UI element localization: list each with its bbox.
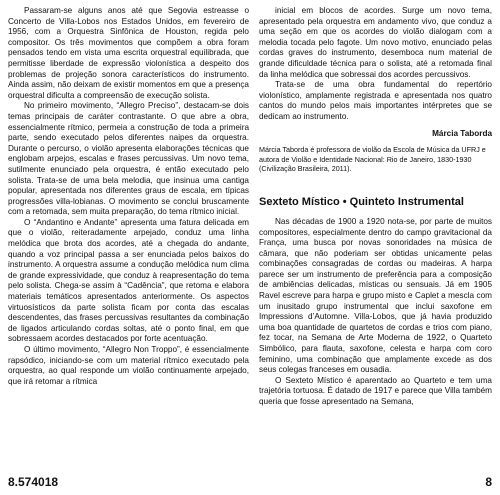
paragraph: Nas décadas de 1900 a 1920 nota-se, por parte de muitos compositores, especialmente dentro do campo gravitacional da França, uma busca por novas sonoridades na música de câmara, que não poderiam ser obtidas unicamente pelas combinações consagradas de cordas ou madeiras. A harpa parece ser um instrumento de preferência para a composição de ambiências delicadas, místicas ou sensuais. Já em 1905 Ravel escreve para harpa e grupo misto e Caplet a mescla com um inusitado grupo instrumental que inclui saxofone em Impressions d’Automne. Villa-Lobos, que já havia produzido uma boa quantidade de quartetos de cordas e trios com piano, fez tocar, na Semana de Arte Moderna de 1922, o Quarteto Simbólico, para flauta, saxofone, celesta e harpa com coro feminino, uma combinação que amplamente excede as dos seus colegas franceses em ousadia. [259, 216, 492, 375]
author-bio: Márcia Taborda é professora de violão da Escola de Música da UFRJ e autora de Violão e Identidade Nacional: Rio de Janeiro, 1830-1930 (Civilização Brasileira, 2011). [259, 145, 486, 174]
paragraph: No primeiro movimento, “Allegro Preciso”, destacam-se dois temas principais de caráter contrastante. O que abre a obra, essencialmente rítmico, permeia a construção de toda a primeira parte, sendo executado pelos diferentes naipes da orquestra. Durante o percurso, o violão apresenta elaborações técnicas que englobam arpejos, escalas e frases percussivas. Um novo tema, sutilmente enunciado pela orquestra, é então executado pelo solista. Trata-se de uma bela melodia, que insinua uma cantiga popular, apresentada nos diferentes graus de escala, em típicas progressões villa-lobianas. O movimento se conclui bruscamente com a retomada, sem muita preparação, do tema rítmico inicial. [8, 101, 249, 217]
paragraph: inicial em blocos de acordes. Surge um novo tema, apresentado pela orquestra em andamento vivo, que conduz a uma seção em que os acordes do violão dialogam com a melodia tocada pelo fagote. Um novo motivo, enunciado pelas cordas graves do instrumento, desemboca num material de grande dificuldade técnica para o solista, até a retomada final da linha melódica que sobressai dos acordes percussivos. [259, 6, 492, 79]
section-title: Sexteto Místico • Quinteto Instrumental [259, 195, 464, 208]
paragraph: Trata-se de uma obra fundamental do repertório violonístico, amplamente registrada e apresentada nos quatro cantos do mundo pelos mais importantes intérpretes que se dedicam ao instrumento. [259, 80, 492, 121]
page-number: 8 [485, 475, 492, 489]
paragraph: O “Andantino e Andante” apresenta uma fatura delicada em que o violão, reiteradamente arpejado, conduz uma linha melódica que brota dos acordes, até a chegada do andante, quando a voz principal passa a ser enunciada pelos baixos do instrumento. A orquestra assume a condução melódica num clima de grande expressividade, que conduz à reapresentação do tema pelo solista. Chega-se assim à “Cadência”, que retoma e elabora materiais temáticos apresentados anteriormente. Os aspectos virtuosísticos da parte solista ficam por conta das escalas descendentes, das frases percussivas resultantes da combinação de ligados articulando cordas soltas, até o ponto final, em que sobressaem acordes destacados por forte acentuação. [8, 217, 249, 344]
catalog-number: 8.574018 [8, 475, 59, 489]
author-attribution: Márcia Taborda [432, 128, 492, 138]
paragraph: O Sexteto Místico é aparentado ao Quarteto e tem uma trajetória tortuosa. É datado de 1917 e parece que Villa também queria que fosse apresentado na Semana, [259, 375, 492, 406]
paragraph: O último movimento, “Allegro Non Troppo”, é essencialmente rapsódico, iniciando-se com um material rítmico executado pela orquestra, ao qual responde um violão continuamente arpejado, que irá retomar a rítmica [8, 345, 249, 386]
paragraph: Passaram-se alguns anos até que Segovia estreasse o Concerto de Villa-Lobos nos Estados Unidos, em fevereiro de 1956, com a Orquestra Sinfônica de Houston, regida pelo compositor. Os três movimentos que compõem a obra foram pensados tendo em vista uma escrita orquestral equilibrada, que permitisse liberdade de expressão violonística a despeito dos problemas de projeção sonora característicos do instrumento. Ainda assim, não deixam de existir momentos em que a presença orquestral dificulta a compreensão de execução solista. [8, 6, 249, 100]
left-column [8, 6, 249, 387]
right-column [259, 6, 492, 408]
